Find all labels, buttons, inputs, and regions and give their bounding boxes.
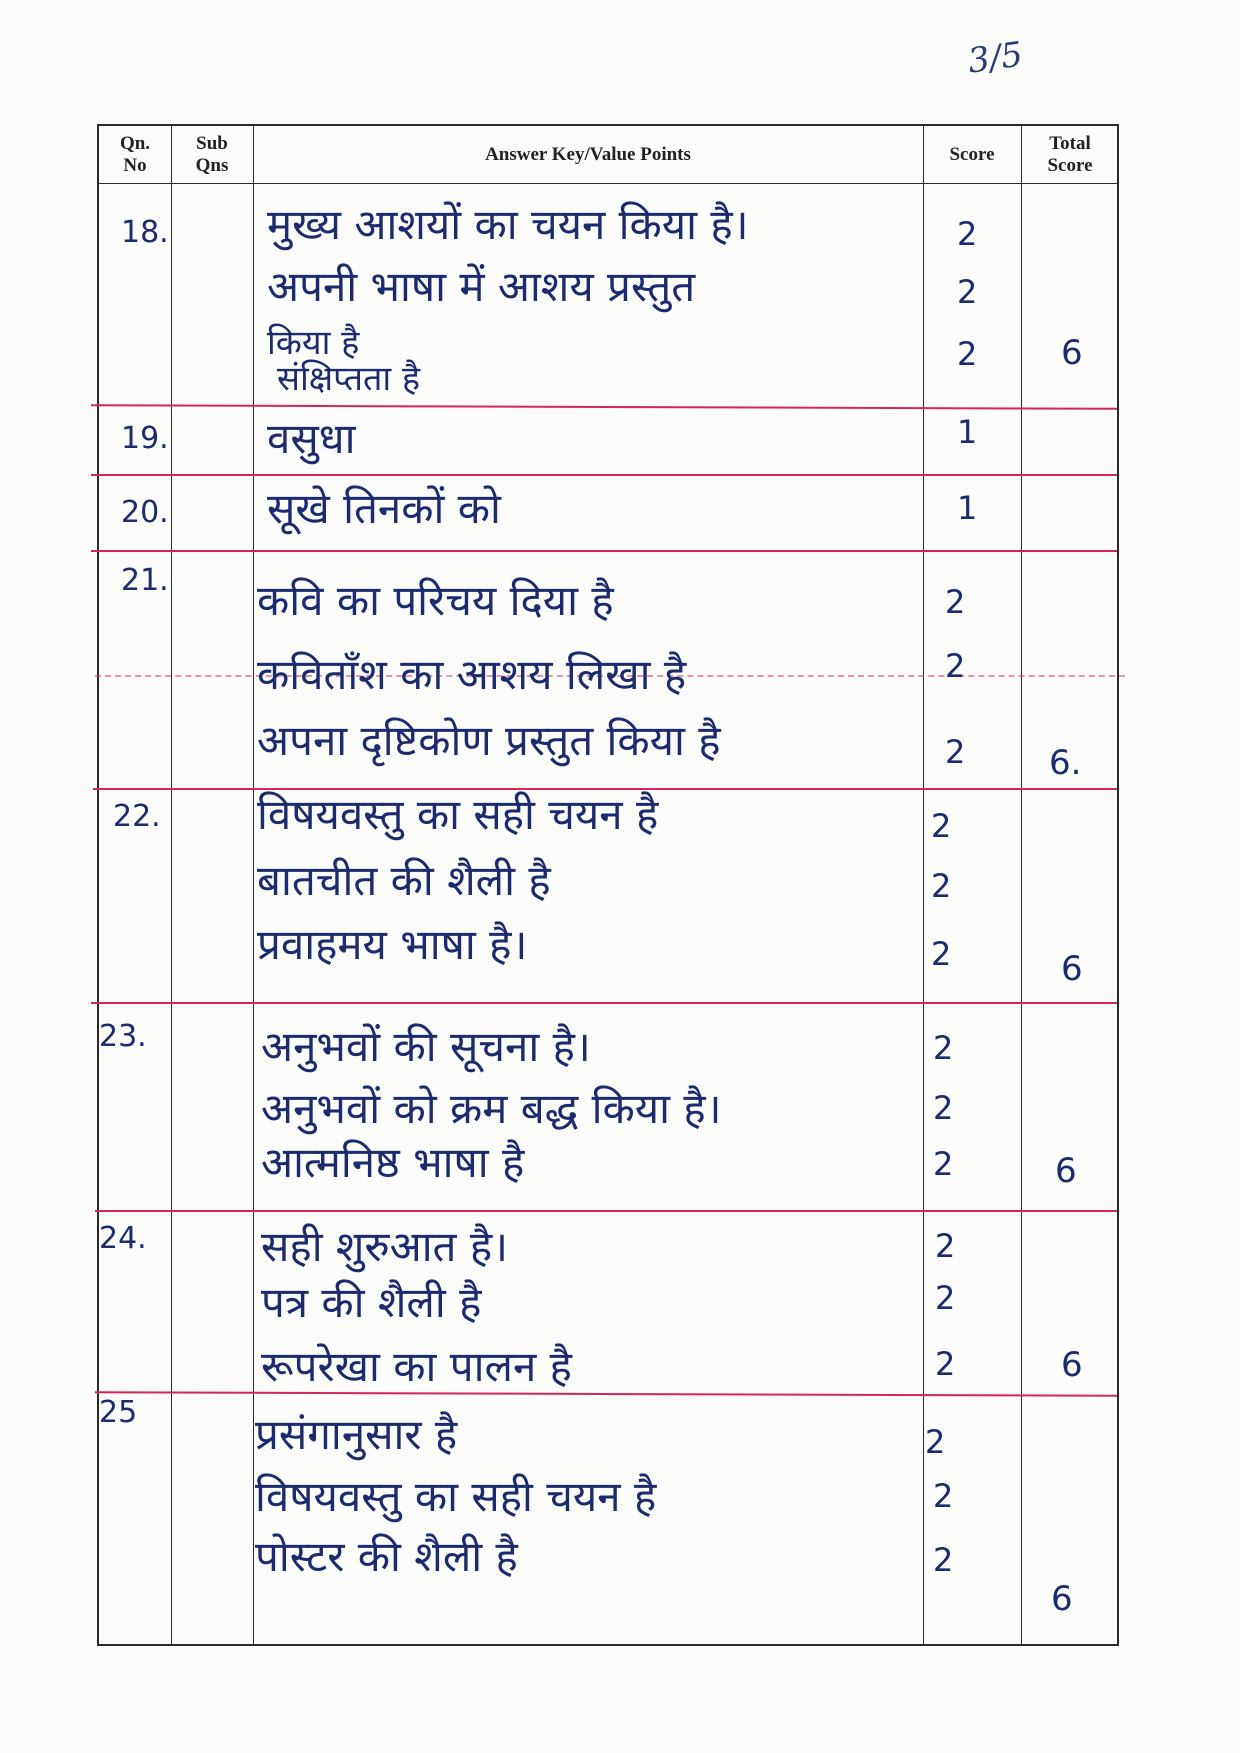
answer-point: सूखे तिनकों को [267,484,501,533]
score-value: 2 [933,1029,954,1067]
score-value: 2 [933,1477,954,1515]
row-separator [91,550,1117,552]
answer-point: अनुभवों की सूचना है। [261,1022,591,1071]
answer-point: कविताँश का आशय लिखा है [257,650,687,699]
answer-point: प्रसंगानुसार है [255,1410,458,1459]
answer-point: कवि का परिचय दिया है [257,576,614,625]
total-score: 6 [1061,949,1083,989]
header-divider [99,183,1117,184]
answer-point: अपनी भाषा में आशय प्रस्तुत [267,262,696,311]
answer-point: आत्मनिष्ठ भाषा है [261,1138,525,1187]
answer-point: अपना दृष्टिकोण प्रस्तुत किया है [257,716,721,765]
header-sub-qns: Sub Qns [195,132,229,176]
answer-point: अनुभवों को क्रम बद्ध किया है। [261,1084,722,1133]
question-number: 22. [113,799,161,834]
score-value: 2 [957,215,978,253]
question-number: 23. [99,1019,147,1054]
answer-point: वसुधा [267,414,356,463]
question-number: 21. [121,563,169,598]
column-divider [1021,126,1022,1644]
answer-key-table [97,124,1119,1646]
header-answer-key: Answer Key/Value Points [485,143,691,165]
header-qn-no: Qn. No [119,132,151,176]
score-value: 2 [935,1227,956,1265]
score-value: 2 [957,335,978,373]
score-value: 2 [945,733,966,771]
score-value: 2 [957,273,978,311]
total-score: 6 [1051,1579,1073,1619]
row-separator [91,1002,1117,1004]
row-separator [91,404,1117,410]
page-number: 3/5 [965,34,1026,82]
question-number: 19. [121,421,169,456]
score-value: 2 [935,1279,956,1317]
answer-point: सही शुरुआत है। [261,1222,509,1271]
total-score: 6 [1061,333,1083,373]
row-separator [95,1210,1117,1212]
score-value: 2 [945,583,966,621]
answer-point: बातचीत की शैली है [257,856,551,905]
row-separator [95,1391,1117,1397]
score-value: 1 [957,413,978,451]
header-total-score: Total Score [1047,132,1093,176]
question-number: 18. [121,215,169,250]
column-divider [923,126,924,1644]
score-value: 2 [925,1423,946,1461]
question-number: 25 [99,1395,138,1430]
score-value: 2 [931,935,952,973]
score-value: 2 [933,1089,954,1127]
header-score: Score [949,143,995,165]
score-value: 1 [957,489,978,527]
question-number: 20. [121,495,169,530]
score-value: 2 [931,807,952,845]
answer-point: प्रवाहमय भाषा है। [257,920,528,969]
answer-point: विषयवस्तु का सही चयन है [255,1472,657,1521]
answer-point: पत्र की शैली है [261,1278,482,1327]
answer-point: मुख्य आशयों का चयन किया है। [267,200,749,249]
score-value: 2 [931,867,952,905]
score-value: 2 [933,1541,954,1579]
answer-point: रूपरेखा का पालन है [261,1342,572,1391]
column-divider [253,126,254,1644]
answer-point: विषयवस्तु का सही चयन है [257,790,659,839]
question-number: 24. [99,1221,147,1256]
score-value: 2 [935,1345,956,1383]
total-score: 6 [1061,1345,1083,1385]
total-score: 6 [1055,1151,1077,1191]
row-separator [91,474,1117,476]
answer-point: किया है [267,323,360,363]
column-divider [171,126,172,1644]
answer-point: संक्षिप्तता है [277,359,421,399]
score-value: 2 [933,1145,954,1183]
score-value: 2 [945,647,966,685]
answer-point: पोस्टर की शैली है [255,1532,518,1581]
total-score: 6. [1049,743,1082,783]
